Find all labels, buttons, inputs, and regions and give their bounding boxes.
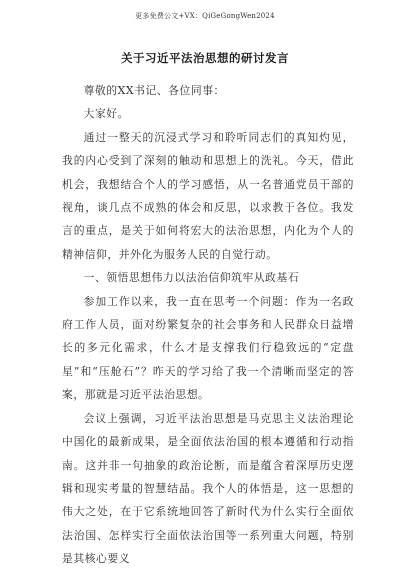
paragraph-intro: 通过一整天的沉浸式学习和聆听同志们的真知灼见，我的内心受到了深刻的触动和思想上的洗礼。今天，借此机会，我想结合个人的学习感悟，从一名普通党员干部的视角，谈几点不成熟的体会和反思，以求教于各位。我发言的重点，是关于如何将宏大的法治思想，内化为个人的精神信仰，并外化为服务人民的自觉行动。 (62, 130, 354, 261)
greeting: 大家好。 (83, 107, 129, 121)
header-note: 更多免费公文+VX：QiGeGongWen2024 (135, 12, 275, 20)
document-body (62, 79, 354, 571)
paragraph-emphasis: 会议上强调，习近平法治思想是马克思主义法治理论中国化的最新成果，是全面依法治国的根本遵循和行动指南。这并非一句抽象的政治论断，而是蕴含着深厚历史逻辑和现实考量的智慧结晶。我个人的体悟是，这一思想的伟大之处，在于它系统地回答了新时代为什么实行全面依法治国、怎样实行全面依法治国等一系列重大问题，特别是其核心要义 (62, 411, 354, 566)
section-heading: 一、领悟思想伟力以法治信仰筑牢从政基石 (83, 271, 300, 285)
salutation: 尊敬的XX书记、各位同事： (83, 84, 225, 97)
paragraph-question: 参加工作以来，我一直在思考一个问题：作为一名政府工作人员，面对纷繁复杂的社会事务和人民群众日益增长的多元化需求，什么才是支撑我们行稳致远的“定盘星”和“压舱石”？昨天的学习给了我一个清晰而坚定的答案，那就是习近平法治思想。 (62, 294, 354, 402)
document-title: 关于习近平法治思想的研讨发言 (121, 51, 289, 65)
